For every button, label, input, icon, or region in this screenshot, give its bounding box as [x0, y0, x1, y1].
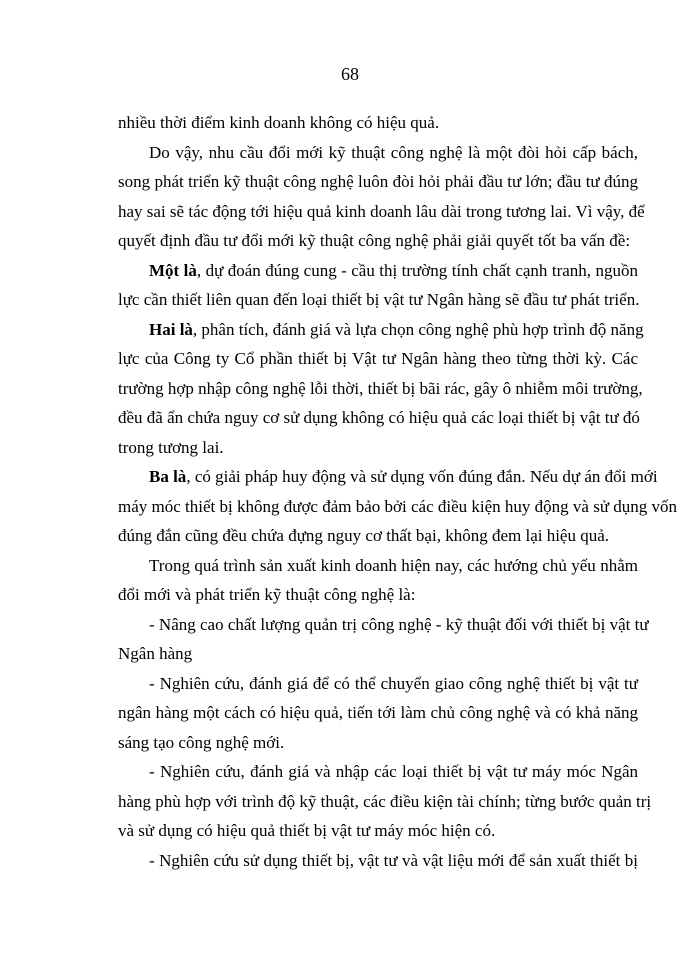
line-text: trường hợp nhập công nghệ lỗi thời, thiết bị bãi rác, gây ô nhiễm môi trường, — [118, 378, 643, 398]
bold-lead: Hai là — [149, 319, 193, 339]
line-text: Trong quá trình sản xuất kinh doanh hiện nay, các hướng chủ yếu nhằm — [149, 555, 638, 575]
bold-lead: Ba là — [149, 467, 187, 486]
text-line — [118, 787, 652, 817]
line-text: Ngân hàng — [118, 644, 193, 663]
line-text: - Nghiên cứu, đánh giá để có thể chuyển giao công nghệ thiết bị vật tư — [149, 673, 638, 693]
text-line — [118, 344, 638, 374]
line-text: , phân tích, đánh giá và lựa chọn công nghệ phù hợp trình độ năng — [192, 319, 644, 339]
text-line — [118, 197, 645, 227]
line-text: đổi mới và phát triển kỹ thuật công nghệ là: — [118, 585, 416, 604]
text-line — [118, 492, 678, 522]
line-text: máy móc thiết bị không được đảm bảo bởi các điều kiện huy động và sử dụng vốn — [118, 496, 678, 516]
line-text: lực của Công ty Cổ phần thiết bị Vật tư Ngân hàng theo từng thời kỳ. Các — [118, 349, 638, 368]
text-line — [118, 108, 638, 138]
body-text — [118, 108, 678, 875]
line-text: hàng phù hợp với trình độ kỹ thuật, các điều kiện tài chính; từng bước quản trị — [118, 791, 652, 811]
line-text: - Nghiên cứu, đánh giá và nhập các loại thiết bị vật tư máy móc Ngân — [149, 762, 638, 781]
text-line — [118, 521, 638, 551]
bold-lead: Một là — [149, 260, 197, 280]
line-text: đều đã ẩn chứa nguy cơ sử dụng không có hiệu quả các loại thiết bị vật tư đó — [118, 408, 640, 427]
text-line — [118, 315, 644, 345]
line-text: , dự đoán đúng cung - cầu thị trường tính chất cạnh tranh, nguồn — [196, 260, 638, 280]
line-text: song phát triển kỹ thuật công nghệ luôn đòi hỏi phải đầu tư lớn; đầu tư đúng — [118, 172, 638, 191]
text-line — [118, 256, 638, 286]
text-line — [118, 639, 638, 669]
line-text: sáng tạo công nghệ mới. — [118, 732, 285, 752]
text-line — [118, 698, 638, 728]
text-line — [118, 757, 638, 787]
text-line — [118, 167, 638, 197]
line-text: Do vậy, nhu cầu đổi mới kỹ thuật công nghệ là một đòi hỏi cấp bách, — [149, 142, 638, 162]
text-line — [118, 551, 638, 581]
text-line — [118, 433, 638, 463]
text-line — [118, 728, 638, 758]
line-text: quyết định đầu tư đổi mới kỹ thuật công nghệ phải giải quyết tốt ba vấn đề: — [118, 231, 631, 250]
text-line — [118, 610, 649, 640]
line-text: đúng đắn cũng đều chứa đựng nguy cơ thất bại, không đem lại hiệu quả. — [118, 526, 610, 545]
text-line — [118, 403, 638, 433]
page-number: 68 — [341, 64, 359, 84]
text-line — [118, 669, 638, 699]
line-text: trong tương lai. — [118, 437, 224, 457]
text-line — [118, 285, 638, 315]
line-text: nhiều thời điểm kinh doanh không có hiệu quả. — [118, 113, 440, 132]
line-text: - Nghiên cứu sử dụng thiết bị, vật tư và vật liệu mới để sản xuất thiết bị — [149, 850, 638, 870]
line-text: hay sai sẽ tác động tới hiệu quả kinh doanh lâu dài trong tương lai. Vì vậy, để — [118, 201, 645, 221]
text-line — [118, 580, 638, 610]
line-text: và sử dụng có hiệu quả thiết bị vật tư máy móc hiện có. — [118, 821, 496, 840]
text-line — [118, 816, 638, 846]
text-line — [118, 374, 643, 404]
text-line — [118, 226, 638, 256]
line-text: - Nâng cao chất lượng quản trị công nghệ - kỹ thuật đối với thiết bị vật tư — [149, 614, 649, 634]
line-text: , có giải pháp huy động và sử dụng vốn đúng đắn. Nếu dự án đổi mới — [186, 467, 658, 486]
line-text: lực cần thiết liên quan đến loại thiết bị vật tư Ngân hàng sẽ đầu tư phát triển. — [118, 290, 640, 309]
line-text: ngân hàng một cách có hiệu quả, tiến tới làm chủ công nghệ và có khả năng — [118, 703, 638, 722]
text-line — [118, 138, 638, 168]
text-line — [118, 846, 638, 876]
text-line — [118, 462, 658, 492]
